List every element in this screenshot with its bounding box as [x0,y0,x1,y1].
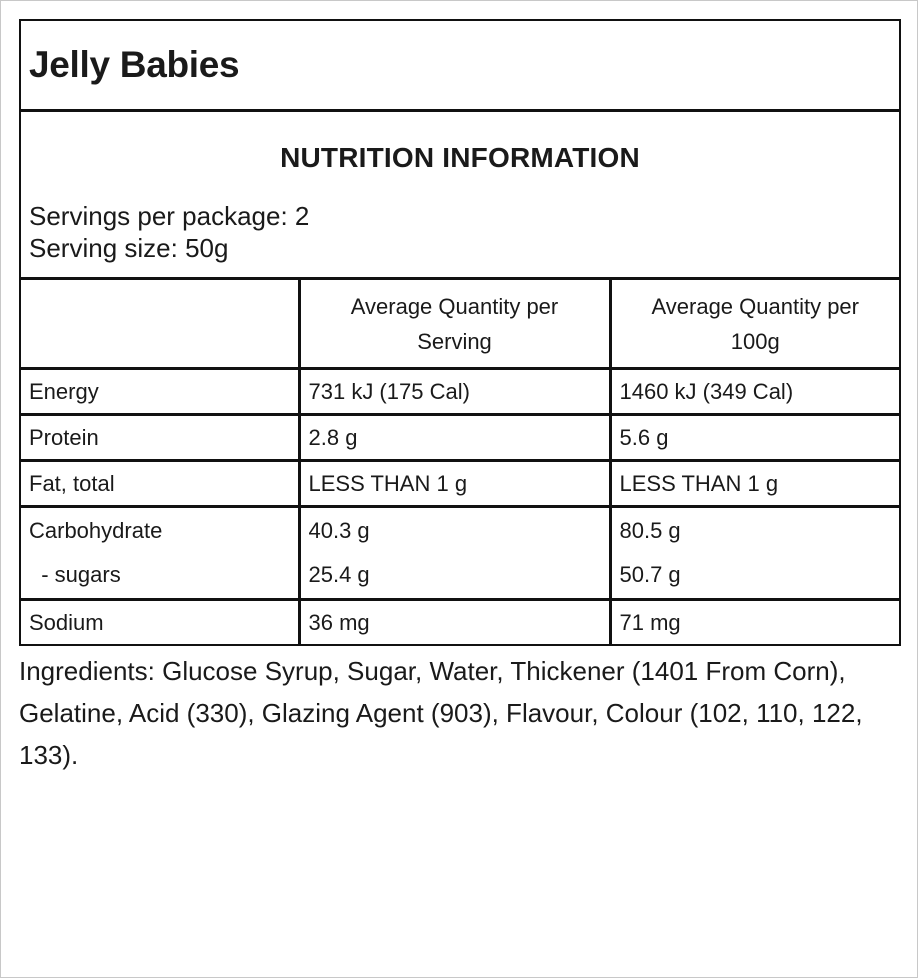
nutrient-label-cell [21,507,299,600]
table-row [21,600,899,645]
per-100g-value: 5.6 g [610,415,899,461]
nutrition-heading: NUTRITION INFORMATION [280,142,640,173]
header-per-100g: Average Quantity per 100g [610,280,899,369]
servings-per-package: Servings per package: 2 [29,201,310,231]
per-100g-value: 1460 kJ (349 Cal) [610,369,899,415]
per-serving-value: 731 kJ (175 Cal) [299,369,610,415]
sub-per-100g-value: 50.7 g [619,562,681,587]
per-100g-value: 71 mg [619,609,681,635]
title-box [21,21,899,112]
sub-nutrient-label: - sugars [29,562,121,587]
table-row [21,507,899,600]
nutrient-label: Energy [21,369,299,415]
per-100g-value: 80.5 g [619,518,681,543]
product-title: Jelly Babies [29,44,240,85]
per-serving-value: 36 mg [299,600,610,645]
nutrient-label: Protein [21,415,299,461]
table-row [21,415,899,461]
table-header-row [21,280,899,369]
nutrient-label: Sodium [21,600,299,645]
nutrient-label: Fat, total [21,461,299,507]
per-serving-value: 40.3 g [308,518,370,543]
nutrition-table [21,280,899,644]
serving-size: Serving size: 50g [29,233,229,263]
table-row [21,369,899,415]
ingredients-text: Ingredients: Glucose Syrup, Sugar, Water, Thickener (1401 From Corn), Gelatine, Acid (330), Glazing Agent (903), Flavour, Colour (102, 110, 122, 133). [19,656,863,770]
sub-per-serving-value: 25.4 g [308,562,370,587]
nutrient-label: Carbohydrate [29,518,163,543]
per-serving-cell [299,507,610,600]
table-row [21,461,899,507]
header-per-serving: Average Quantity per Serving [299,280,610,369]
nutrition-panel [19,19,901,646]
per-serving-value: 2.8 g [299,415,610,461]
per-100g-value: LESS THAN 1 g [610,461,899,507]
header-nutrient [21,280,299,369]
info-box [21,112,899,280]
per-serving-value: LESS THAN 1 g [299,461,610,507]
servings-block [29,200,309,264]
per-100g-cell [610,507,899,600]
